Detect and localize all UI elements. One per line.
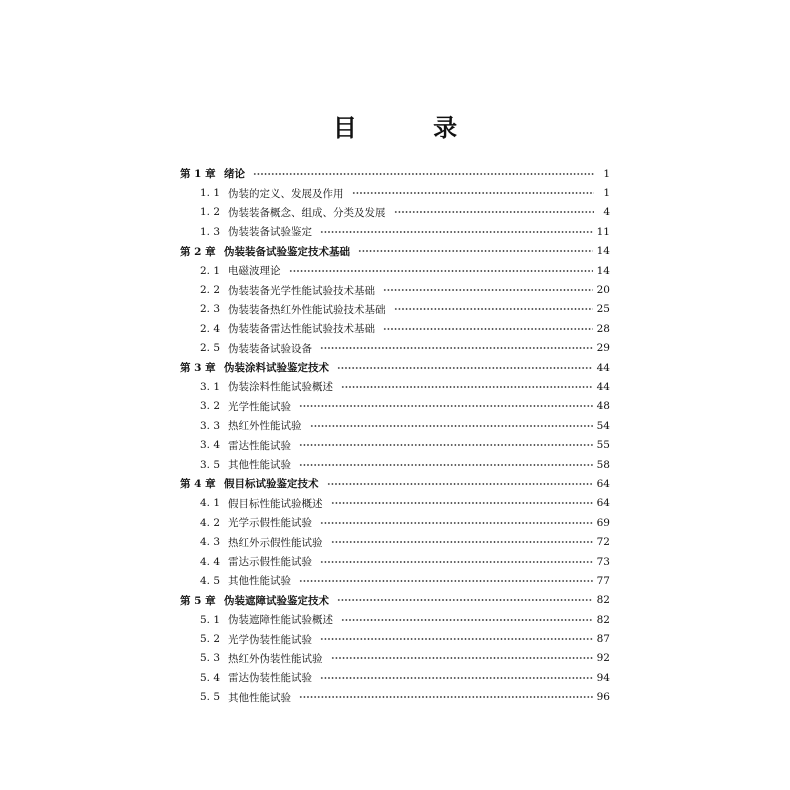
toc-section-row [180,280,610,299]
toc-entry-title: 伪装装备雷达性能试验技术基础 [228,323,375,336]
toc-section-row [180,397,610,416]
toc-section-row [180,532,610,551]
toc-entry-number: 第 1 章 [180,168,216,181]
dot-leader [320,345,593,351]
toc-entry-title: 热红外伪装性能试验 [228,652,323,665]
toc-page-number: 94 [596,671,610,684]
toc-entry-title: 其他性能试验 [228,691,291,704]
toc-entry-number: 1. 2 [200,206,221,219]
toc-entry-number: 4. 3 [200,536,221,549]
toc-page-number: 11 [596,225,610,238]
dot-leader [331,539,593,545]
dot-leader [337,597,593,603]
toc-section-row [180,377,610,396]
toc-entry-number: 2. 5 [200,342,221,355]
toc-section-row [180,319,610,338]
table-of-contents [180,164,610,707]
toc-entry-number: 3. 5 [200,458,221,471]
toc-page-number: 77 [596,574,610,587]
toc-section-row [180,416,610,435]
toc-section-row [180,688,610,707]
toc-section-row [180,455,610,474]
dot-leader [289,268,593,274]
dot-leader [383,326,593,332]
toc-chapter-row [180,242,610,261]
toc-page-number: 44 [596,361,610,374]
toc-section-row [180,552,610,571]
toc-entry-number: 4. 4 [200,555,221,568]
toc-chapter-row [180,358,610,377]
dot-leader [299,578,593,584]
toc-page-number: 14 [596,245,610,258]
toc-entry-title: 假目标性能试验概述 [228,497,323,510]
toc-page-number: 28 [596,322,610,335]
toc-page-number: 29 [596,342,610,355]
toc-entry-title: 雷达伪装性能试验 [228,672,312,685]
toc-page-number: 64 [596,497,610,510]
toc-entry-number: 3. 4 [200,439,221,452]
toc-entry-number: 5. 2 [200,633,221,646]
toc-page-number: 96 [596,691,610,704]
toc-entry-title: 伪装装备试验设备 [228,342,312,355]
toc-page-number: 25 [596,303,610,316]
toc-section-row [180,222,610,241]
toc-section-row [180,203,610,222]
dot-leader [341,617,593,623]
toc-page-number: 1 [603,167,610,180]
dot-leader [299,403,593,409]
dot-leader [299,442,593,448]
toc-section-row [180,494,610,513]
toc-entry-number: 2. 2 [200,284,221,297]
toc-section-row [180,339,610,358]
dot-leader [383,287,593,293]
toc-page-number: 1 [603,187,610,200]
toc-entry-number: 3. 2 [200,400,221,413]
toc-chapter-row [180,474,610,493]
toc-page-number: 92 [596,652,610,665]
toc-entry-title: 伪装装备试验鉴定 [228,226,312,239]
toc-chapter-row [180,164,610,183]
toc-entry-title: 光学示假性能试验 [228,517,312,530]
dot-leader [337,365,593,371]
dot-leader [310,423,593,429]
toc-page-number: 55 [596,439,610,452]
toc-entry-number: 第 5 章 [180,594,216,607]
toc-entry-title: 伪装涂料性能试验概述 [228,381,333,394]
toc-entry-number: 2. 3 [200,303,221,316]
toc-entry-number: 1. 1 [200,187,221,200]
toc-page-number: 82 [596,594,610,607]
toc-page-number: 4 [603,206,610,219]
toc-entry-number: 4. 2 [200,516,221,529]
toc-section-row [180,571,610,590]
toc-section-row [180,300,610,319]
dot-leader [299,462,593,468]
dot-leader [358,248,593,254]
dot-leader [320,636,593,642]
dot-leader [320,520,593,526]
dot-leader [341,384,593,390]
toc-page-number: 87 [596,633,610,646]
dot-leader [352,190,595,196]
toc-page-number: 69 [596,516,610,529]
toc-entry-title: 电磁波理论 [228,265,281,278]
toc-entry-title: 热红外性能试验 [228,420,302,433]
toc-entry-title: 伪装的定义、发展及作用 [228,187,344,200]
toc-section-row [180,183,610,202]
toc-section-row [180,649,610,668]
toc-entry-number: 1. 3 [200,225,221,238]
dot-leader [331,655,593,661]
toc-entry-title: 绪论 [224,168,245,181]
dot-leader [299,694,593,700]
toc-page-number: 58 [596,458,610,471]
page-title: 目 录 [332,113,492,142]
toc-section-row [180,629,610,648]
toc-entry-number: 第 3 章 [180,362,216,375]
toc-page-number: 14 [596,264,610,277]
toc-chapter-row [180,591,610,610]
dot-leader [253,171,594,177]
toc-entry-number: 5. 5 [200,691,221,704]
toc-page-number: 64 [596,477,610,490]
dot-leader [327,481,593,487]
toc-page-number: 73 [596,555,610,568]
toc-section-row [180,513,610,532]
toc-page-number: 20 [596,284,610,297]
toc-entry-title: 雷达性能试验 [228,439,291,452]
toc-page-number: 44 [596,380,610,393]
toc-entry-number: 3. 1 [200,380,221,393]
toc-section-row [180,435,610,454]
toc-entry-number: 第 2 章 [180,245,216,258]
toc-entry-number: 2. 4 [200,322,221,335]
toc-entry-title: 伪装装备概念、组成、分类及发展 [228,206,386,219]
toc-entry-title: 伪装装备热红外性能试验技术基础 [228,303,386,316]
toc-section-row [180,610,610,629]
toc-entry-number: 5. 1 [200,613,221,626]
toc-section-row [180,668,610,687]
toc-entry-title: 伪装遮障性能试验概述 [228,614,333,627]
toc-entry-title: 伪装装备光学性能试验技术基础 [228,284,375,297]
toc-entry-title: 热红外示假性能试验 [228,536,323,549]
toc-entry-number: 2. 1 [200,264,221,277]
toc-entry-title: 伪装遮障试验鉴定技术 [224,594,329,607]
toc-entry-title: 雷达示假性能试验 [228,556,312,568]
dot-leader [320,559,593,565]
toc-page-number: 54 [596,419,610,432]
toc-entry-number: 3. 3 [200,419,221,432]
toc-section-row [180,261,610,280]
toc-page-number: 48 [596,400,610,413]
dot-leader [320,675,593,681]
toc-entry-title: 其他性能试验 [228,459,291,472]
toc-entry-number: 4. 5 [200,574,221,587]
toc-entry-title: 光学伪装性能试验 [228,633,312,646]
toc-entry-title: 伪装涂料试验鉴定技术 [224,362,329,375]
dot-leader [394,209,595,215]
toc-entry-number: 5. 3 [200,652,221,665]
toc-entry-number: 4. 1 [200,497,221,510]
toc-page-number: 72 [596,536,610,549]
toc-entry-title: 假目标试验鉴定技术 [224,478,319,491]
toc-entry-title: 伪装装备试验鉴定技术基础 [224,245,350,258]
toc-entry-title: 其他性能试验 [228,575,291,588]
toc-entry-number: 第 4 章 [180,478,216,491]
toc-entry-title: 光学性能试验 [228,400,291,413]
toc-page-number: 82 [596,613,610,626]
dot-leader [394,306,593,312]
dot-leader [320,229,593,235]
toc-entry-number: 5. 4 [200,671,221,684]
dot-leader [331,500,593,506]
